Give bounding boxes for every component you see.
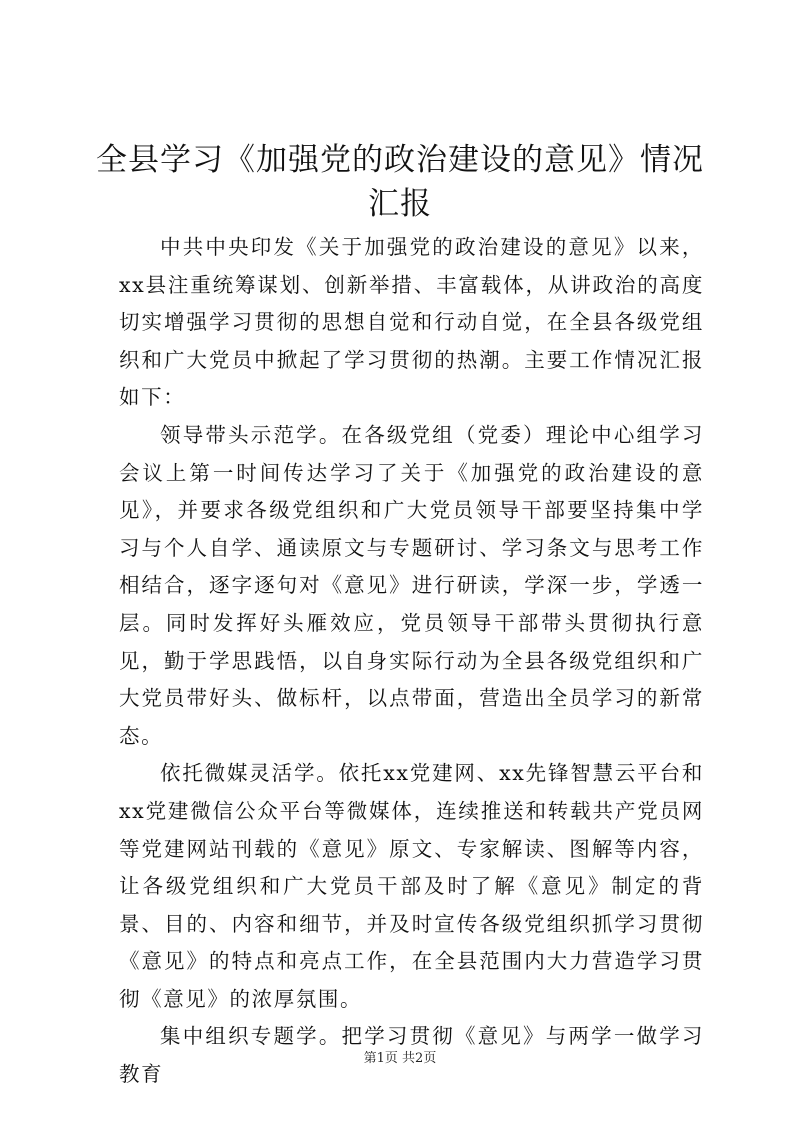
page-indicator: 第1页 共2页 bbox=[363, 1051, 437, 1066]
paragraph-leadership-study: 领导带头示范学。在各级党组（党委）理论中心组学习会议上第一时间传达学习了关于《加强党的政治建设的意见》，并要求各级党组织和广大党员领导干部要坚持集中学习与个人自学、通读原文与专题研讨、学习条文与思考工作相结合，逐字逐句对《意见》进行研读，学深一步，学透一层。同时发挥好头雁效应，党员领导干部带头贯彻执行意见，勤于学思践悟，以自身实际行动为全县各级党组织和广大党员带好头、做标杆，以点带面，营造出全员学习的新常态。 bbox=[119, 422, 704, 748]
paragraph-topic-study: 集中组织专题学。把学习贯彻《意见》与两学一做学习教育 bbox=[119, 1024, 704, 1087]
paragraph-intro: 中共中央印发《关于加强党的政治建设的意见》以来，xx县注重统筹谋划、创新举措、丰富载体，从讲政治的高度切实增强学习贯彻的思想自觉和行动自觉，在全县各级党组织和广大党员中掀起了学习贯彻的热潮。主要工作情况汇报如下： bbox=[119, 235, 704, 410]
page-footer bbox=[0, 1050, 800, 1068]
document-title: 全县学习《加强党的政治建设的意见》情况汇报 bbox=[96, 142, 704, 222]
document-body bbox=[119, 229, 704, 1094]
paragraph-media-study: 依托微媒灵活学。依托xx党建网、xx先锋智慧云平台和xx党建微信公众平台等微媒体，连续推送和转载共产党员网等党建网站刊载的《意见》原文、专家解读、图解等内容，让各级党组织和广大党员干部及时了解《意见》制定的背景、目的、内容和细节，并及时宣传各级党组织抓学习贯彻《意见》的特点和亮点工作，在全县范围内大力营造学习贯彻《意见》的浓厚氛围。 bbox=[119, 761, 704, 1011]
